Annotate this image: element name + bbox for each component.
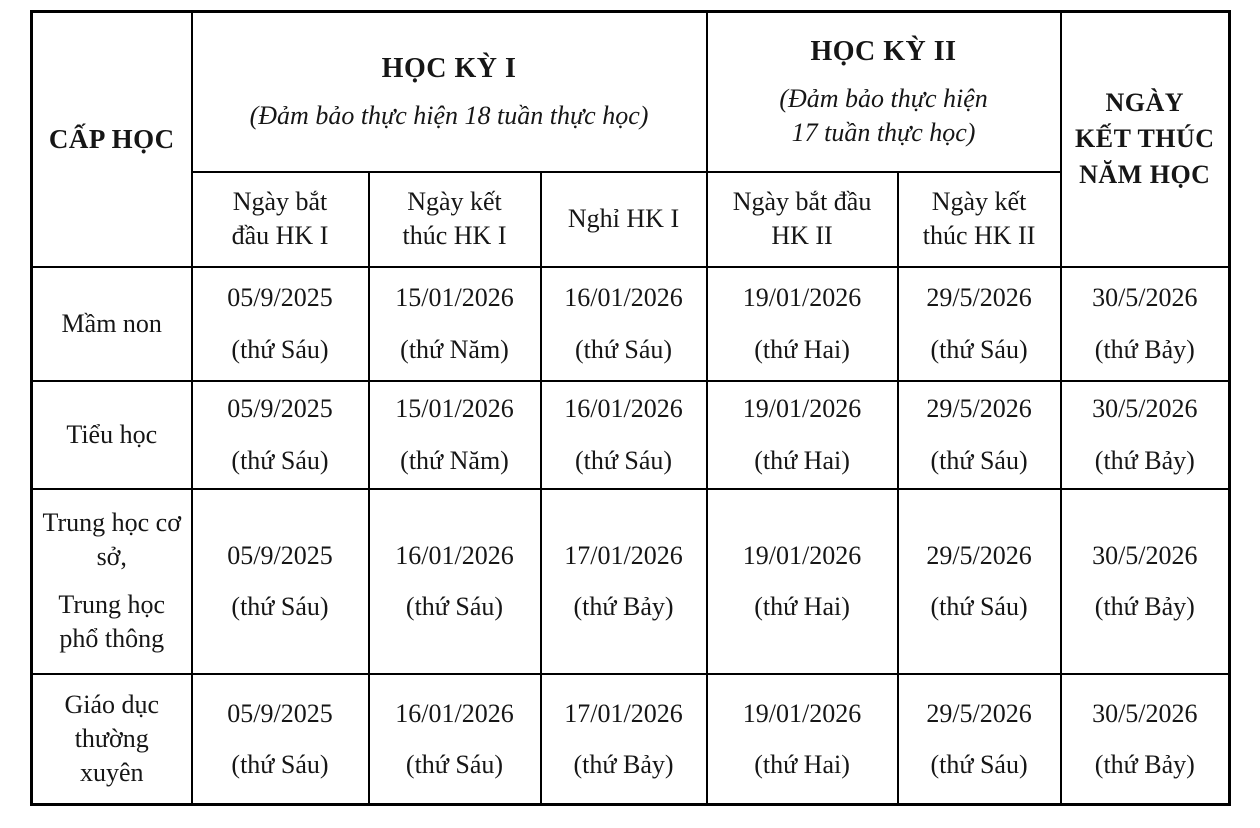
weekday-value: (thứ Bảy): [1094, 749, 1195, 779]
date-cell: [898, 489, 1061, 674]
subheader-line: Ngày bắt: [232, 187, 328, 217]
date-value: 19/01/2026: [742, 698, 862, 728]
date-value: 16/01/2026: [395, 540, 514, 570]
semester1-title: HỌC KỲ I: [381, 52, 517, 84]
row-label-cell: [32, 489, 192, 674]
date-value: 29/5/2026: [926, 283, 1032, 313]
date-value: 30/5/2026: [1092, 540, 1198, 570]
date-value: 19/01/2026: [742, 540, 862, 570]
date-cell: [541, 489, 707, 674]
date-cell: [707, 674, 898, 805]
academic-calendar-table: [30, 10, 1231, 806]
date-cell: [541, 674, 707, 805]
year-end-header-line2: KẾT THÚC: [1075, 124, 1215, 154]
subheader-break-hk1-cell: [541, 172, 707, 267]
row-label: Tiểu học: [66, 419, 158, 449]
date-cell: [707, 267, 898, 381]
date-cell: [898, 267, 1061, 381]
weekday-value: (thứ Sáu): [231, 445, 329, 475]
semester1-header-cell: [192, 12, 707, 172]
year-end-header-line1: NGÀY: [1105, 87, 1185, 117]
date-cell: [369, 489, 541, 674]
subheader-line: đầu HK I: [231, 221, 329, 250]
date-cell: [541, 267, 707, 381]
weekday-value: (thứ Sáu): [405, 592, 504, 621]
date-cell: [707, 489, 898, 674]
weekday-value: (thứ Năm): [400, 445, 509, 475]
date-cell: [192, 489, 369, 674]
date-cell: [707, 381, 898, 489]
date-value: 19/01/2026: [742, 394, 862, 424]
row-label-cell: [32, 674, 192, 805]
weekday-value: (thứ Sáu): [930, 749, 1028, 779]
date-cell: [369, 267, 541, 381]
row-label: Trung học cơ sở,: [42, 508, 181, 572]
date-value: 30/5/2026: [1092, 394, 1198, 424]
year-end-header-cell: [1061, 12, 1230, 267]
semester2-subtitle-line2: 17 tuần thực học): [791, 117, 976, 147]
semester2-title: HỌC KỲ II: [810, 35, 957, 67]
weekday-value: (thứ Hai): [754, 334, 850, 364]
subheader-line: thúc HK I: [402, 221, 507, 250]
weekday-value: (thứ Sáu): [405, 749, 504, 779]
date-cell: [1061, 267, 1230, 381]
semester2-subtitle: [716, 82, 1052, 150]
date-value: 16/01/2026: [395, 698, 514, 728]
date-value: 16/01/2026: [564, 283, 683, 313]
subheader-line: Nghỉ HK I: [567, 204, 680, 234]
row-label: Mầm non: [61, 308, 162, 338]
date-value: 17/01/2026: [564, 698, 683, 728]
date-value: 29/5/2026: [926, 698, 1032, 728]
date-cell: [369, 674, 541, 805]
date-value: 29/5/2026: [926, 540, 1032, 570]
weekday-value: (thứ Sáu): [930, 334, 1028, 364]
row-label: Giáo dục thường xuyên: [64, 690, 160, 787]
weekday-value: (thứ Bảy): [1094, 334, 1195, 364]
date-value: 16/01/2026: [564, 394, 683, 424]
date-value: 29/5/2026: [926, 394, 1032, 424]
semester1-subtitle: (Đảm bảo thực hiện 18 tuần thực học): [249, 101, 649, 131]
subheader-start-hk2-cell: [707, 172, 898, 267]
date-value: 17/01/2026: [564, 540, 683, 570]
weekday-value: (thứ Sáu): [231, 592, 329, 621]
subheader-end-hk1-cell: [369, 172, 541, 267]
table-row-trung-hoc: [32, 489, 1230, 674]
weekday-value: (thứ Bảy): [573, 749, 674, 779]
weekday-value: (thứ Sáu): [930, 592, 1028, 621]
weekday-value: (thứ Sáu): [231, 749, 329, 779]
subheader-line: thúc HK II: [922, 221, 1036, 250]
date-cell: [192, 267, 369, 381]
weekday-value: (thứ Bảy): [573, 592, 674, 621]
weekday-value: (thứ Sáu): [574, 445, 673, 475]
date-value: 15/01/2026: [395, 394, 514, 424]
row-label-cell: [32, 381, 192, 489]
header-row-2: [32, 172, 1230, 267]
date-value: 30/5/2026: [1092, 698, 1198, 728]
weekday-value: (thứ Hai): [754, 592, 850, 621]
date-value: 05/9/2025: [227, 394, 333, 424]
corner-header-label: CẤP HỌC: [48, 123, 175, 154]
header-row-1: [32, 12, 1230, 172]
date-value: 15/01/2026: [395, 283, 514, 313]
weekday-value: (thứ Sáu): [231, 334, 329, 364]
subheader-line: Ngày kết: [931, 187, 1027, 217]
date-value: 05/9/2025: [227, 540, 333, 570]
date-cell: [1061, 489, 1230, 674]
date-cell: [1061, 674, 1230, 805]
date-cell: [541, 381, 707, 489]
weekday-value: (thứ Hai): [754, 445, 850, 475]
corner-header-cell: [32, 12, 192, 267]
row-label-cell: [32, 267, 192, 381]
weekday-value: (thứ Sáu): [574, 334, 673, 364]
weekday-value: (thứ Sáu): [930, 445, 1028, 475]
weekday-value: (thứ Hai): [754, 749, 850, 779]
date-value: 19/01/2026: [742, 283, 862, 313]
subheader-start-hk1-cell: [192, 172, 369, 267]
table-row-tieu-hoc: [32, 381, 1230, 489]
date-cell: [192, 674, 369, 805]
semester2-subtitle-line1: (Đảm bảo thực hiện: [779, 84, 988, 114]
weekday-value: (thứ Bảy): [1094, 592, 1195, 621]
weekday-value: (thứ Bảy): [1094, 445, 1195, 475]
date-cell: [898, 381, 1061, 489]
date-cell: [192, 381, 369, 489]
subheader-line: Ngày kết: [407, 187, 502, 217]
date-value: 05/9/2025: [227, 698, 333, 728]
date-cell: [1061, 381, 1230, 489]
date-cell: [369, 381, 541, 489]
subheader-line: Ngày bắt đầu: [732, 187, 872, 217]
date-cell: [898, 674, 1061, 805]
date-value: 30/5/2026: [1092, 283, 1198, 313]
table-row-mam-non: [32, 267, 1230, 381]
row-label-line2: Trung học phổ thông: [58, 590, 166, 653]
semester2-header-cell: [707, 12, 1061, 172]
date-value: 05/9/2025: [227, 283, 333, 313]
subheader-line: HK II: [771, 221, 833, 250]
weekday-value: (thứ Năm): [400, 334, 509, 364]
year-end-header-line3: NĂM HỌC: [1079, 160, 1211, 190]
subheader-end-hk2-cell: [898, 172, 1061, 267]
table-row-giao-duc-thuong-xuyen: [32, 674, 1230, 805]
